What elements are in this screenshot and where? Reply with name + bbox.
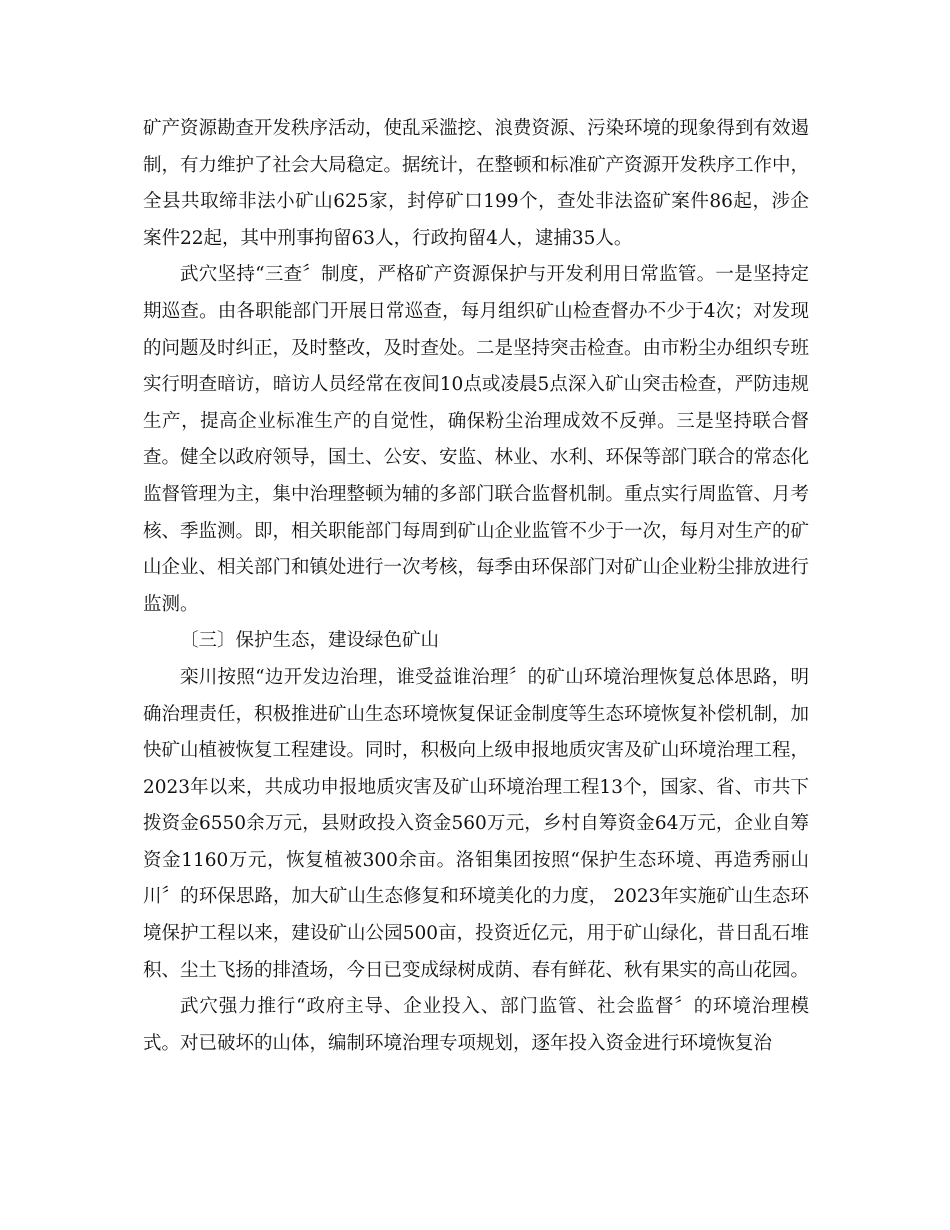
paragraph-wuxue-governance: 武穴强力推行“政府主导、企业投入、部门监管、社会监督〞的环境治理模式。对已破坏的山体，编制环境治理专项规划，逐年投入资金进行环境恢复治	[143, 996, 809, 1054]
paragraph-enforcement-stats: 矿产资源勘查开发秩序活动，使乱采滥挖、浪费资源、污染环境的现象得到有效遏制，有力维护了社会大局稳定。据统计，在整顿和标准矿产资源开发秩序工作中，全县共取缔非法小矿山625家，封停矿口199个，查处非法盗矿案件86起，涉企案件22起，其中刑事拘留63人，行政拘留4人，逮捕35人。	[143, 118, 810, 249]
paragraph-wuxue-three-checks: 武穴坚持“三查〞制度，严格矿产资源保护与开发利用日常监管。一是坚持定期巡查。由各职能部门开展日常巡查，每月组织矿山检查督办不少于4次；对发现的问题及时纠正，及时整改，及时查处。二是坚持突击检查。由市粉尘办组织专班实行明查暗访，暗访人员经常在夜间10点或凌晨5点深入矿山突击检查，严防违规生产，提高企业标准生产的自觉性，确保粉尘治理成效不反弹。三是坚持联合督查。健全以政府领导，国土、公安、安监、林业、水利、环保等部门联合的常态化监督管理为主，集中治理整顿为辅的多部门联合监督机制。重点实行周监管、月考核、季监测。即，相关职能部门每周到矿山企业监管不少于一次，每月对生产的矿山企业、相关部门和镇处进行一次考核，每季由环保部门对矿山企业粉尘排放进行监测。	[143, 264, 810, 615]
paragraph-luanchuan-ecology: 栾川按照“边开发边治理，谁受益谁治理〞的矿山环境治理恢复总体思路，明确治理责任，积极推进矿山生态环境恢复保证金制度等生态环境恢复补偿机制，加快矿山植被恢复工程建设。同时，积极向上级申报地质灾害及矿山环境治理工程，2023年以来，共成功申报地质灾害及矿山环境治理工程13个，国家、省、市共下拨资金6550余万元，县财政投入资金560万元，乡村自筹资金64万元，企业自筹资金1160万元，恢复植被300余亩。洛钼集团按照“保护生态环境、再造秀丽山川〞的环保思路，加大矿山生态修复和环境美化的力度， 2023年实施矿山生态环境保护工程以来，建设矿山公园500亩，投资近亿元，用于矿山绿化，昔日乱石堆积、尘土飞扬的排渣场，今日已变成绿树成荫、春有鲜花、秋有果实的高山花园。	[143, 666, 810, 981]
document-page	[143, 111, 809, 1062]
section-heading-green-mines: 〔三〕保护生态，建设绿色矿山	[180, 630, 440, 652]
